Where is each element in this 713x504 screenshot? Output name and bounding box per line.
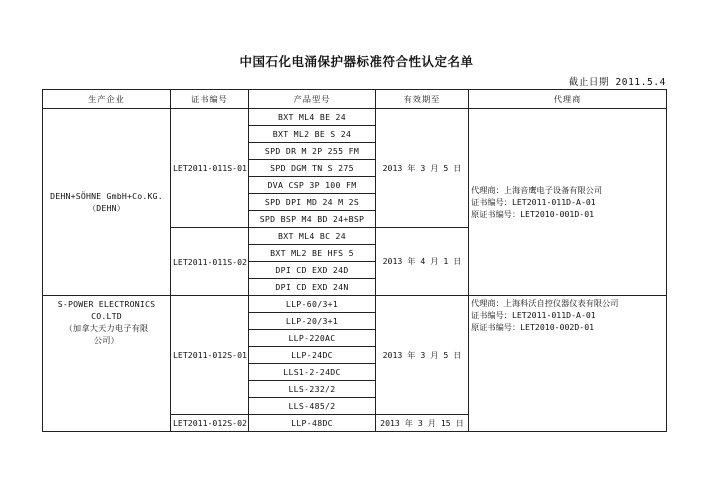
certification-table: [42, 89, 667, 432]
product-model-cell: DPI CD EXD 24D: [249, 262, 376, 279]
agent-info-line: 证书编号：LET2011-011D-A-01: [471, 197, 596, 207]
valid-until-cell: 2013 年 3 月 15 日: [376, 415, 469, 432]
header-manufacturer: 生产企业: [43, 90, 171, 109]
table-row: [43, 296, 667, 313]
header-certificate: 证书编号: [171, 90, 249, 109]
product-model-cell: LLP-220AC: [249, 330, 376, 347]
certificate-number-cell: LET2011-011S-01: [171, 109, 249, 228]
certificate-number-cell: LET2011-012S-01: [171, 296, 249, 415]
agent-info-line: 代理商：上海音鹰电子设备有限公司: [471, 185, 603, 195]
agent-info-line: 代理商：上海科沃自控仪器仪表有限公司: [471, 298, 619, 308]
table-row: [43, 109, 667, 126]
product-model-cell: BXT ML4 BE 24: [249, 109, 376, 126]
product-model-cell: SPD DR M 2P 255 FM: [249, 143, 376, 160]
certificate-number-cell: LET2011-012S-02: [171, 415, 249, 432]
manufacturer-name-line: （DEHN）: [87, 203, 126, 213]
product-model-cell: BXT ML4 BC 24: [249, 228, 376, 245]
product-model-cell: SPD DPI MD 24 M 2S: [249, 194, 376, 211]
manufacturer-cell: [43, 109, 171, 296]
product-model-cell: LLS-485/2: [249, 398, 376, 415]
product-model-cell: LLP-24DC: [249, 347, 376, 364]
product-model-cell: LLP-48DC: [249, 415, 376, 432]
document-title: 中国石化电涌保护器标准符合性认定名单: [239, 54, 474, 69]
manufacturer-name-line: DEHN+SÖHNE GmbH+Co.KG.: [50, 191, 163, 201]
manufacturer-name-line: S-POWER ELECTRONICS: [57, 299, 156, 309]
manufacturer-cell: [43, 296, 171, 432]
product-model-cell: LLS-232/2: [249, 381, 376, 398]
product-model-cell: DVA CSP 3P 100 FM: [249, 177, 376, 194]
table-body: [43, 109, 667, 432]
agent-info-line: 证书编号：LET2011-011D-A-01: [471, 310, 596, 320]
manufacturer-name-line: CO.LTD: [91, 311, 122, 321]
product-model-cell: LLP-60/3+1: [249, 296, 376, 313]
valid-until-cell: 2013 年 4 月 1 日: [376, 228, 469, 296]
agent-cell: [469, 109, 667, 296]
manufacturer-name-line: 公司）: [93, 335, 120, 345]
header-product-model: 产品型号: [249, 90, 376, 109]
valid-until-cell: 2013 年 3 月 5 日: [376, 296, 469, 415]
product-model-cell: SPD DGM TN S 275: [249, 160, 376, 177]
manufacturer-name-line: （加拿大天力电子有限: [64, 323, 149, 333]
product-model-cell: LLS1-2-24DC: [249, 364, 376, 381]
agent-info-line: 原证书编号：LET2010-001D-01: [471, 209, 595, 219]
product-model-cell: LLP-20/3+1: [249, 313, 376, 330]
header-valid-until: 有效期至: [376, 90, 469, 109]
product-model-cell: BXT ML2 BE S 24: [249, 126, 376, 143]
certificate-number-cell: LET2011-011S-02: [171, 228, 249, 296]
header-agent: 代理商: [469, 90, 667, 109]
agent-cell: [469, 296, 667, 432]
cutoff-date: 截止日期 2011.5.4: [568, 77, 666, 88]
valid-until-cell: 2013 年 3 月 5 日: [376, 109, 469, 228]
agent-info-line: 原证书编号：LET2010-002D-01: [471, 322, 595, 332]
product-model-cell: SPD BSP M4 BD 24+BSP: [249, 211, 376, 228]
table-header-row: [43, 90, 667, 109]
product-model-cell: DPI CD EXD 24N: [249, 279, 376, 296]
product-model-cell: BXT ML2 BE HFS 5: [249, 245, 376, 262]
